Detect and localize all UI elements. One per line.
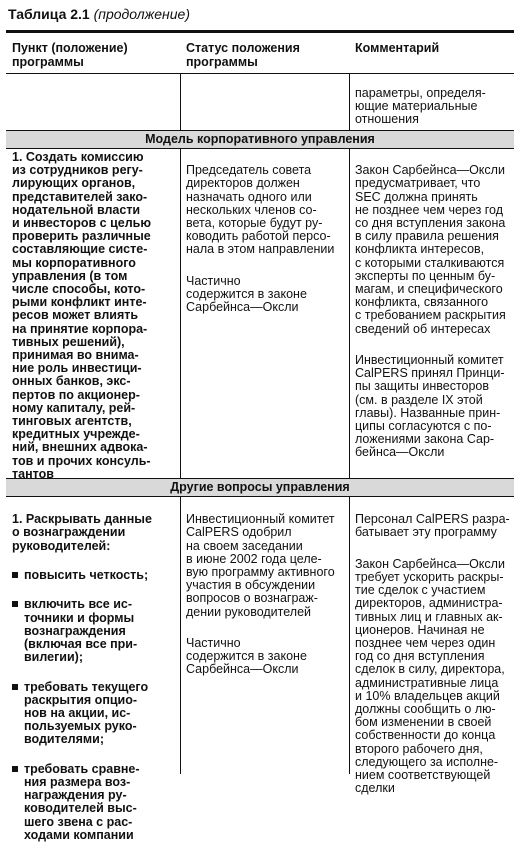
column-divider [180, 73, 181, 130]
list-item [12, 763, 182, 842]
list-item-text: повысить четкость; [24, 568, 149, 583]
section-title: Модель корпоративного управления [145, 132, 375, 146]
continued-comment: параметры, определя- ющие материальные отношения [355, 86, 486, 127]
bullet-square-icon [12, 766, 18, 772]
bullet-square-icon [12, 601, 18, 607]
table-number: Таблица 2.1 [8, 6, 90, 22]
column-header-status: Статус положения программы [186, 41, 300, 69]
list-item [12, 681, 182, 747]
column-header-item: Пункт (положение) программы [12, 41, 128, 69]
program-table [6, 30, 514, 842]
section-rule-top [6, 130, 514, 131]
status-text: Частично содержится в законе Сарбейнса—Оксли [186, 636, 307, 677]
status-cell [186, 151, 358, 328]
program-item: 1. Создать комиссию из сотрудников регу- лирующих органов, представителей зако- нодательной власти и инвесторов с целью проверить различные составляющие систе- мы корпоративного управления (в том числе способы, кото- рыми конфликт инте- ресов может влиять на принятие корпора- тивных решений), принимая во внима- ние роль инвестици- онных банков, экс- пертов по акционер- ному капиталу, рей- тинговых агентств, кредитных учрежде- ний, внешних адвока- тов и прочих консуль- тантов [12, 150, 152, 481]
program-item [12, 500, 182, 855]
table-top-rule [6, 30, 514, 33]
table-continuation-note: (продолжение) [89, 6, 190, 22]
column-header-comment: Комментарий [355, 41, 440, 55]
comment-text: Инвестиционный комитет CalPERS принял Принци- пы защиты инвесторов (см. в разделе IX этой главы). Названные прин- ципы согласуются с по- ложениями закона Сар- бейнса—Оксли [355, 353, 505, 460]
comment-text: Персонал CalPERS разра- батывает эту программу [355, 512, 510, 540]
program-item-intro: 1. Раскрывать данные о вознаграждении руководителей: [12, 512, 152, 553]
status-text: Инвестиционный комитет CalPERS одобрил на своем заседании в июне 2002 года целе- вую программу активного участия в обсуждении вопросов о вознаграж- дении руководителей [186, 512, 335, 619]
list-item-text: требовать текущего раскрытия опцио- нов на акции, ис- пользуемых руко- водителями; [24, 679, 149, 747]
comment-cell [355, 151, 512, 473]
status-cell [186, 500, 358, 690]
comment-cell [355, 500, 512, 809]
comment-text: Закон Сарбейнса—Оксли предусматривает, что SEC должна принять не позднее чем через год со дня вступления закона в силу правила решения конфликта интересов, с которыми сталкиваются эксперты по ценным бу- магам, и специфического конфликта, связанного с требованием раскрытия сведений об интересах [355, 163, 506, 336]
section-title: Другие вопросы управления [170, 480, 350, 494]
list-item [12, 598, 182, 664]
section-rule-bottom [6, 496, 514, 497]
comment-text: Закон Сарбейнса—Оксли требует ускорить раскры- тие сделок с участием директоров, администра- тивных лиц и главных ак- ционеров. Начиная не позднее чем через один год со дня вступления сделок в силу, директора, административные лица и 10% владельцев акций должны сообщить о лю- бом изменении в своей собственности до конца второго рабочего дня, следующего за исполне- нием соответствующей сделки [355, 556, 505, 796]
header-rule [6, 73, 514, 74]
bullet-square-icon [12, 572, 18, 578]
list-item-text: включить все ис- точники и формы вознаграждения (включая все при- вилегии); [24, 597, 138, 665]
section-rule-bottom [6, 148, 514, 149]
table-caption [8, 6, 190, 22]
status-text: Председатель совета директоров должен назначать одного или нескольких членов со- вета, которые будут ру- ководить работой персо- нала в этом направлении [186, 163, 335, 257]
list-item [12, 569, 182, 582]
status-text: Частично содержится в законе Сарбейнса—Оксли [186, 273, 307, 315]
list-item-text: требовать сравне- ния размера воз- награждения ру- ководителей выс- шего звена с рас- ходами компании [24, 761, 140, 842]
bullet-square-icon [12, 684, 18, 690]
column-divider [349, 73, 350, 130]
